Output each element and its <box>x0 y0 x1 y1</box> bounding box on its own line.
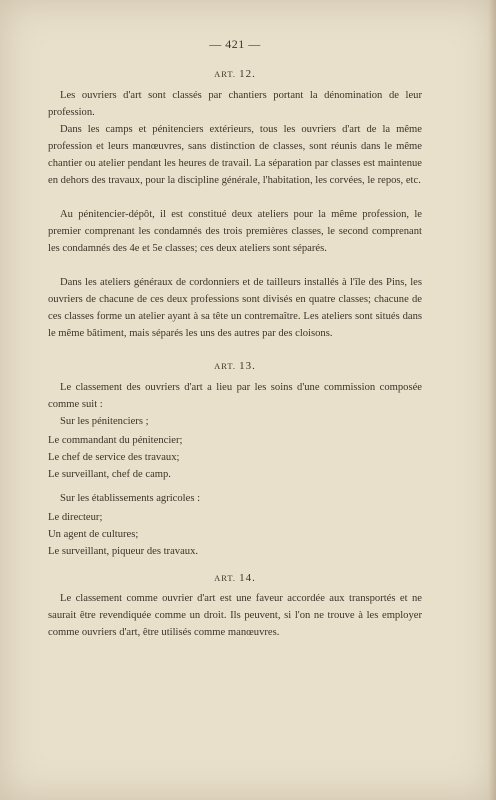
art14-paragraph: Le classement comme ouvrier d'art est une faveur accordée aux transportés et ne saurait être revendiquée comme un droit. Ils peuvent, si l'on ne trouve à les employer comme ouvriers d'art, être utilisés comme manœuvres. <box>48 593 422 638</box>
group2-title: Sur les établissements agricoles : <box>60 493 201 504</box>
art12-paragraph-3: Au pénitencier-dépôt, il est constitué deux ateliers pour la même profession, le premier comprenant les condamnés des trois premières classes, le second comprenant les condamnés des 4e et 5e classes; ces deux ateliers sont séparés. <box>48 209 422 254</box>
art12-paragraph-1: Les ouvriers d'art sont classés par chantiers portant la dénomination de leur profession. <box>48 90 422 118</box>
article-number: 14. <box>239 572 256 584</box>
group1-item: Le commandant du pénitencier; <box>48 435 183 446</box>
article-label: ART. <box>214 361 237 371</box>
article-label: ART. <box>214 69 237 79</box>
art12-paragraph-4: Dans les ateliers généraux de cordonniers et de tailleurs installés à l'île des Pins, les ouvriers de chacune de ces deux professions sont divisés en quatre classes; chacune de ces classes forme un atelier ayant à sa tête un contremaître. Les ateliers sont situés dans le même bâtiment, mais séparés les uns des autres par des cloisons. <box>48 277 422 339</box>
group2-item: Le directeur; <box>48 512 103 523</box>
art12-paragraph-2: Dans les camps et pénitenciers extérieurs, tous les ouvriers d'art de la même profession et leurs manœuvres, sans distinction de classes, sont réunis dans le même chantier ou atelier pendant les heures de travail. La séparation par classes est maintenue en dehors des travaux, pour la discipline générale, l'habitation, les corvées, le repos, etc. <box>48 124 422 186</box>
page-number: — 421 — <box>209 37 261 51</box>
article-13-heading <box>48 358 422 375</box>
group1-item: Le surveillant, chef de camp. <box>48 469 171 480</box>
article-number: 13. <box>239 360 256 372</box>
group1-title: Sur les pénitenciers ; <box>60 416 149 427</box>
group1-item: Le chef de service des travaux; <box>48 452 180 463</box>
article-label: ART. <box>214 573 237 583</box>
article-14-heading <box>48 570 422 587</box>
article-12-heading <box>48 66 422 83</box>
art13-intro: Le classement des ouvriers d'art a lieu par les soins d'une commission composée comme suit : <box>48 382 422 410</box>
group2-item: Un agent de cultures; <box>48 529 139 540</box>
page-edge-shadow <box>488 0 496 800</box>
article-number: 12. <box>239 68 256 80</box>
group2-item: Le surveillant, piqueur des travaux. <box>48 546 199 557</box>
